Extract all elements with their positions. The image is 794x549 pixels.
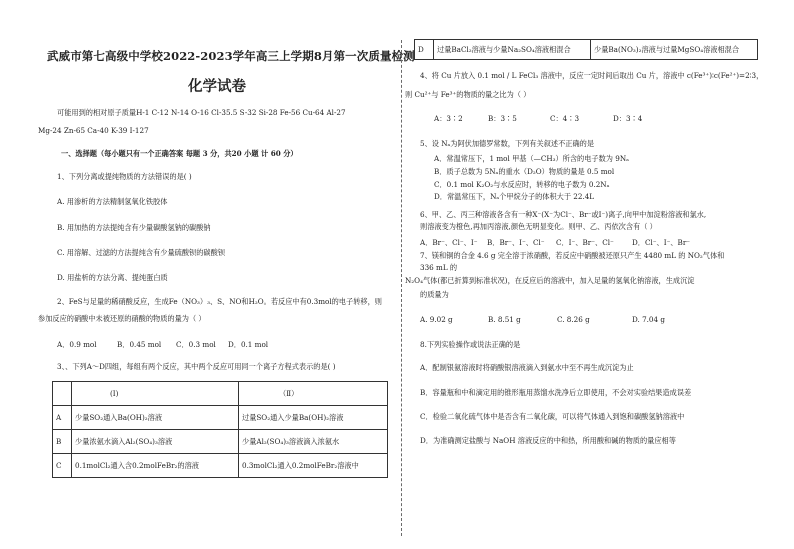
q7-option-d: D. 7.04 g	[632, 315, 665, 324]
q2-option-a: A．0.9 mol	[57, 340, 97, 349]
table-row	[53, 430, 388, 454]
table-cell: 少量Al₂(SO₄)₃溶液滴入浓氨水	[239, 430, 388, 454]
atomic-masses-line2: Mg-24 Zn-65 Ca-40 K-39 I-127	[38, 126, 149, 135]
q1-option-c: C. 用溶解、过滤的方法提纯含有少量硫酸钡的碳酸钡	[57, 248, 225, 257]
q6-option-d: D．Cl⁻、I⁻、Br⁻	[632, 238, 691, 247]
q4-line2: 则 Cu²⁺与 Fe³⁺的物质的量之比为（ ）	[405, 90, 531, 99]
table-cell: C	[53, 454, 72, 478]
q2-option-d: D．0.1 mol	[228, 340, 269, 349]
table-cell: 少量浓氨水滴入Al₂(SO₄)₃溶液	[72, 430, 239, 454]
table-row	[415, 40, 758, 60]
atomic-masses-line1: 可能用到的相对原子质量H-1 C-12 N-14 O-16 Cl-35.5 S-32 Si-28 Fe-56 Cu-64 Al-27	[57, 108, 346, 117]
table-cell: 少量Ba(NO₃)₂溶液与过量MgSO₄溶液相混合	[591, 40, 758, 60]
q5-option-b: B．质子总数为 5Nₐ的重水（D₂O）物质的量是 0.5 mol	[434, 167, 615, 176]
q6-option-a: A．Br⁻、Cl⁻、I⁻	[420, 238, 478, 247]
q1-option-a: A. 用渗析的方法精制氢氧化铁胶体	[57, 197, 168, 206]
table-header-2: （Ⅱ）	[239, 382, 388, 406]
q3-table-continued	[414, 39, 758, 60]
table-cell: 0.3molCl₂通入0.2molFeBr₂溶液中	[239, 454, 388, 478]
q8-option-c: C．检验二氧化硫气体中是否含有二氧化碳，可以将气体通入到饱和碳酸氢钠溶液中	[420, 412, 685, 421]
q7-option-b: B. 8.51 g	[488, 315, 521, 324]
q8-option-b: B．容量瓶和中和滴定用的锥形瓶用蒸馏水洗净后立即使用，不会对实验结果造成误差	[420, 388, 692, 397]
table-row	[53, 454, 388, 478]
table-row	[53, 406, 388, 430]
table-cell: 少量SO₂通入Ba(OH)₂溶液	[72, 406, 239, 430]
q7-line4: 的质量为	[420, 290, 449, 299]
q7-line3: N₂O₄气体(都已折算到标准状况)，在反应后的溶液中，加入足量的氢氧化钠溶液，生成沉淀	[405, 276, 695, 285]
q4-option-c: C：4∶3	[550, 114, 580, 123]
table-cell	[53, 382, 72, 406]
q4-option-a: A：3∶2	[434, 114, 463, 123]
table-row	[53, 382, 388, 406]
section-heading: 一、选择题（每小题只有一个正确答案 每题 3 分，共20 小题 计 60 分）	[61, 149, 298, 158]
q2-option-b: B．0.45 mol	[117, 340, 162, 349]
q1-option-b: B. 用加热的方法提纯含有少量碳酸氢钠的碳酸钠	[57, 223, 211, 232]
q8-option-a: A．配制银氨溶液时将硝酸银溶液滴入到氨水中至不再生成沉淀为止	[420, 363, 634, 372]
q1-stem: 1、下列分离或提纯物质的方法错误的是( )	[57, 172, 192, 181]
q4-option-d: D：3∶4	[613, 114, 643, 123]
q8-stem: 8.下列实验操作或说法正确的是	[420, 340, 521, 349]
q4-option-b: B：3∶5	[488, 114, 517, 123]
q7-line1: 7、镁和铜的合金 4.6 g 完全溶于浓硝酸，若反应中硝酸被还原只产生 4480 mL 的 NO₂气体和	[420, 251, 725, 260]
q3-table	[52, 381, 388, 478]
q6-line2: 则溶液变为橙色,再加丙溶液,颜色无明显变化。则甲、乙、丙依次含有（ ）	[420, 222, 657, 231]
table-cell: 过量SO₂通入少量Ba(OH)₂溶液	[239, 406, 388, 430]
table-header-1: (Ⅰ)	[72, 382, 239, 406]
q5-option-c: C．0.1 mol K₂O₂与水反应时，转移的电子数为 0.2Nₐ	[434, 180, 610, 189]
q2-line2: 参加反应的硝酸中未被还原的硝酸的物质的量为（ ）	[38, 314, 206, 323]
q4-line1: 4、将 Cu 片放入 0.1 mol / L FeCl₃ 溶液中，反应一定时间后取出 Cu 片，溶液中 c(Fe³⁺)∶c(Fe²⁺)=2∶3，	[420, 71, 764, 80]
table-cell: A	[53, 406, 72, 430]
exam-subtitle: 化学试卷	[188, 78, 246, 95]
q3-stem: 3、、下列A～D四组，每组有两个反应，其中两个反应可用同一个离子方程式表示的是( )	[57, 362, 336, 371]
table-cell: 过量BaCl₂溶液与少量Na₂SO₄溶液相混合	[434, 40, 591, 60]
table-cell: D	[415, 40, 434, 60]
q8-option-d: D．为准确测定盐酸与 NaOH 溶液反应的中和热，所用酸和碱的物质的量应相等	[420, 436, 676, 445]
q7-option-c: C. 8.26 g	[557, 315, 590, 324]
table-cell: 0.1molCl₂通入含0.2molFeBr₂的溶液	[72, 454, 239, 478]
exam-title: 武威市第七高级中学校2022-2023学年高三上学期8月第一次质量检测	[47, 49, 415, 63]
q2-line1: 2、FeS与足量的稀硝酸反应，生成Fe（NO₃）₃、S、NO和H₂O。若反应中有0.3mol的电子转移，则	[57, 297, 382, 306]
q7-line2: 336 mL 的	[420, 263, 458, 272]
table-cell: B	[53, 430, 72, 454]
q5-option-a: A．常温常压下，1 mol 甲基（—CH₃）所含的电子数为 9Nₐ	[434, 154, 629, 163]
q6-option-c: C．I⁻、Br⁻、Cl⁻	[556, 238, 614, 247]
q6-line1: 6、甲、乙、丙三种溶液各含有一种X⁻(X⁻为Cl⁻、Br⁻或I⁻)离子,向甲中加淀粉溶液和氯水,	[420, 210, 707, 219]
q1-option-d: D. 用盐析的方法分离、提纯蛋白质	[57, 273, 168, 282]
q5-option-d: D．常温常压下，Nₐ个甲烷分子的体积大于 22.4L	[434, 192, 595, 201]
column-divider	[401, 40, 402, 536]
q2-option-c: C．0.3 mol	[176, 340, 216, 349]
q6-option-b: B．Br⁻、I⁻、Cl⁻	[487, 238, 545, 247]
q7-option-a: A. 9.02 g	[420, 315, 453, 324]
q5-stem: 5、设 Nₐ为阿伏加德罗常数，下列有关叙述不正确的是	[420, 139, 595, 148]
